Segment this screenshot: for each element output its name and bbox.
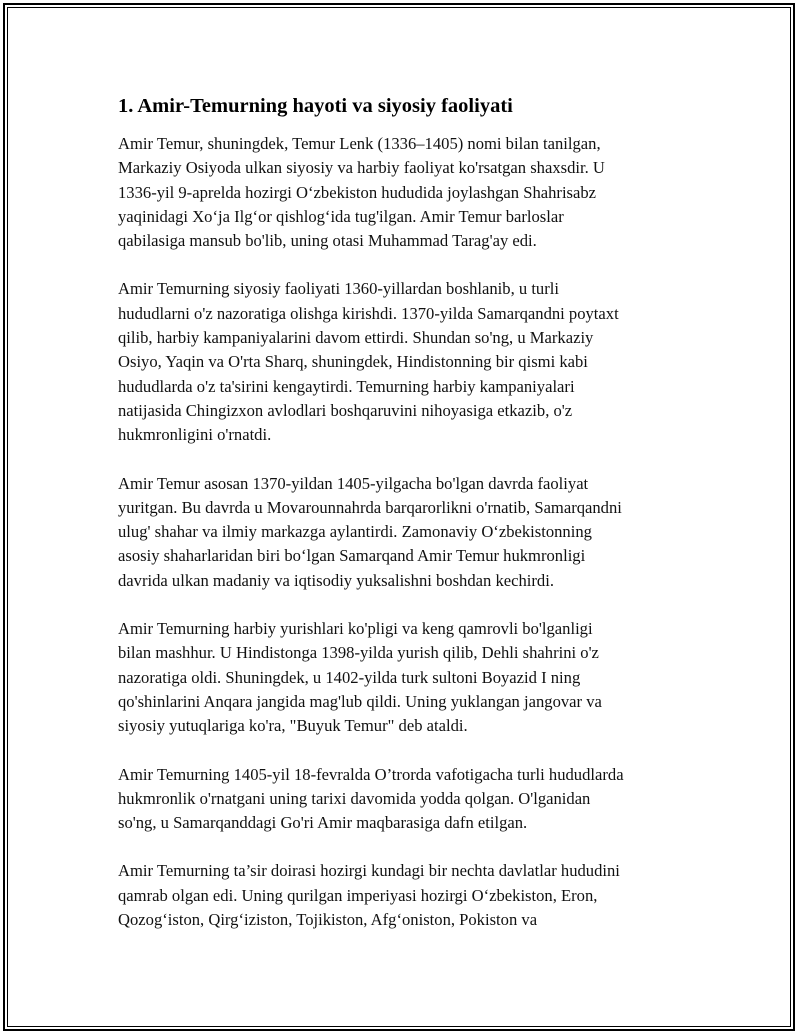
text-line: davrida ulkan madaniy va iqtisodiy yuksalishni boshdan kechirdi.	[118, 570, 554, 590]
text-line: hukmronlik o'rnatgani uning tarixi davomida yodda qolgan. O'lganidan	[118, 788, 591, 808]
text-line: qo'shinlarini Anqara jangida mag'lub qildi. Uning yuklangan jangovar va	[118, 691, 602, 711]
text-line: asosiy shaharlaridan biri bo‘lgan Samarqand Amir Temur hukmronligi	[118, 546, 586, 566]
document-content	[118, 93, 688, 956]
text-line: hududlarni o'z nazoratiga olishga kirishdi. 1370-yilda Samarqandni poytaxt	[118, 303, 619, 323]
text-line: yaqinidagi Xo‘ja Ilg‘or qishlog‘ida tug'ilgan. Amir Temur barloslar	[118, 206, 564, 226]
text-line: Markaziy Osiyoda ulkan siyosiy va harbiy faoliyat ko'rsatgan shaxsdir. U	[118, 158, 605, 178]
text-line: Amir Temur asosan 1370-yildan 1405-yilgacha bo'lgan davrda faoliyat	[118, 473, 589, 493]
text-line: Qozog‘iston, Qirg‘iziston, Tojikiston, Afg‘oniston, Pokiston va	[118, 910, 538, 930]
paragraph-4	[118, 617, 688, 738]
text-line: ulug' shahar va ilmiy markazga aylantirdi. Zamonaviy O‘zbekistonning	[118, 522, 592, 542]
text-line: qabilasiga mansub bo'lib, uning otasi Muhammad Tarag'ay edi.	[118, 231, 537, 251]
text-line: qamrab olgan edi. Uning qurilgan imperiyasi hozirgi O‘zbekiston, Eron,	[118, 885, 598, 905]
text-line: Amir Temur, shuningdek, Temur Lenk (1336–1405) nomi bilan tanilgan,	[118, 134, 601, 153]
text-line: yuritgan. Bu davrda u Movarounnahrda barqarorlikni o'rnatib, Samarqandni	[118, 497, 622, 517]
text-line: 1336-yil 9-aprelda hozirgi O‘zbekiston hududida joylashgan Shahrisabz	[118, 182, 597, 202]
text-line: hukmronligini o'rnatdi.	[118, 425, 272, 445]
text-line: natijasida Chingizxon avlodlari boshqaruvini nihoyasiga etkazib, o'z	[118, 400, 573, 420]
text-line: qilib, harbiy kampaniyalarini davom ettirdi. Shundan so'ng, u Markaziy	[118, 328, 594, 348]
text-line: Amir Temurning 1405-yil 18-fevralda O’trorda vafotigacha turli hududlarda	[118, 764, 624, 784]
paragraph-5	[118, 763, 688, 836]
text-line: Amir Temurning harbiy yurishlari ko'pligi va keng qamrovli bo'lganligi	[118, 619, 593, 639]
text-line: Amir Temurning ta’sir doirasi hozirgi kundagi bir nechta davlatlar hududini	[118, 861, 620, 881]
paragraph-1	[118, 132, 688, 253]
paragraph-2	[118, 277, 688, 447]
text-line: hududlarda o'z ta'sirini kengaytirdi. Temurning harbiy kampaniyalari	[118, 376, 575, 396]
text-line: Osiyo, Yaqin va O'rta Sharq, shuningdek, Hindistonning bir qismi kabi	[118, 352, 588, 372]
text-line: bilan mashhur. U Hindistonga 1398-yilda yurish qilib, Dehli shahrini o'z	[118, 643, 599, 663]
paragraph-6	[118, 859, 688, 932]
paragraph-3	[118, 472, 688, 593]
text-line: nazoratiga oldi. Shuningdek, u 1402-yilda turk sultoni Boyazid I ning	[118, 667, 581, 687]
text-line: so'ng, u Samarqanddagi Go'ri Amir maqbarasiga dafn etilgan.	[118, 813, 528, 833]
text-line: Amir Temurning siyosiy faoliyati 1360-yillardan boshlanib, u turli	[118, 279, 559, 299]
section-heading: 1. Amir-Temurning hayoti va siyosiy faoliyati	[118, 95, 513, 117]
text-line: siyosiy yutuqlariga ko'ra, "Buyuk Temur" deb ataldi.	[118, 716, 468, 736]
